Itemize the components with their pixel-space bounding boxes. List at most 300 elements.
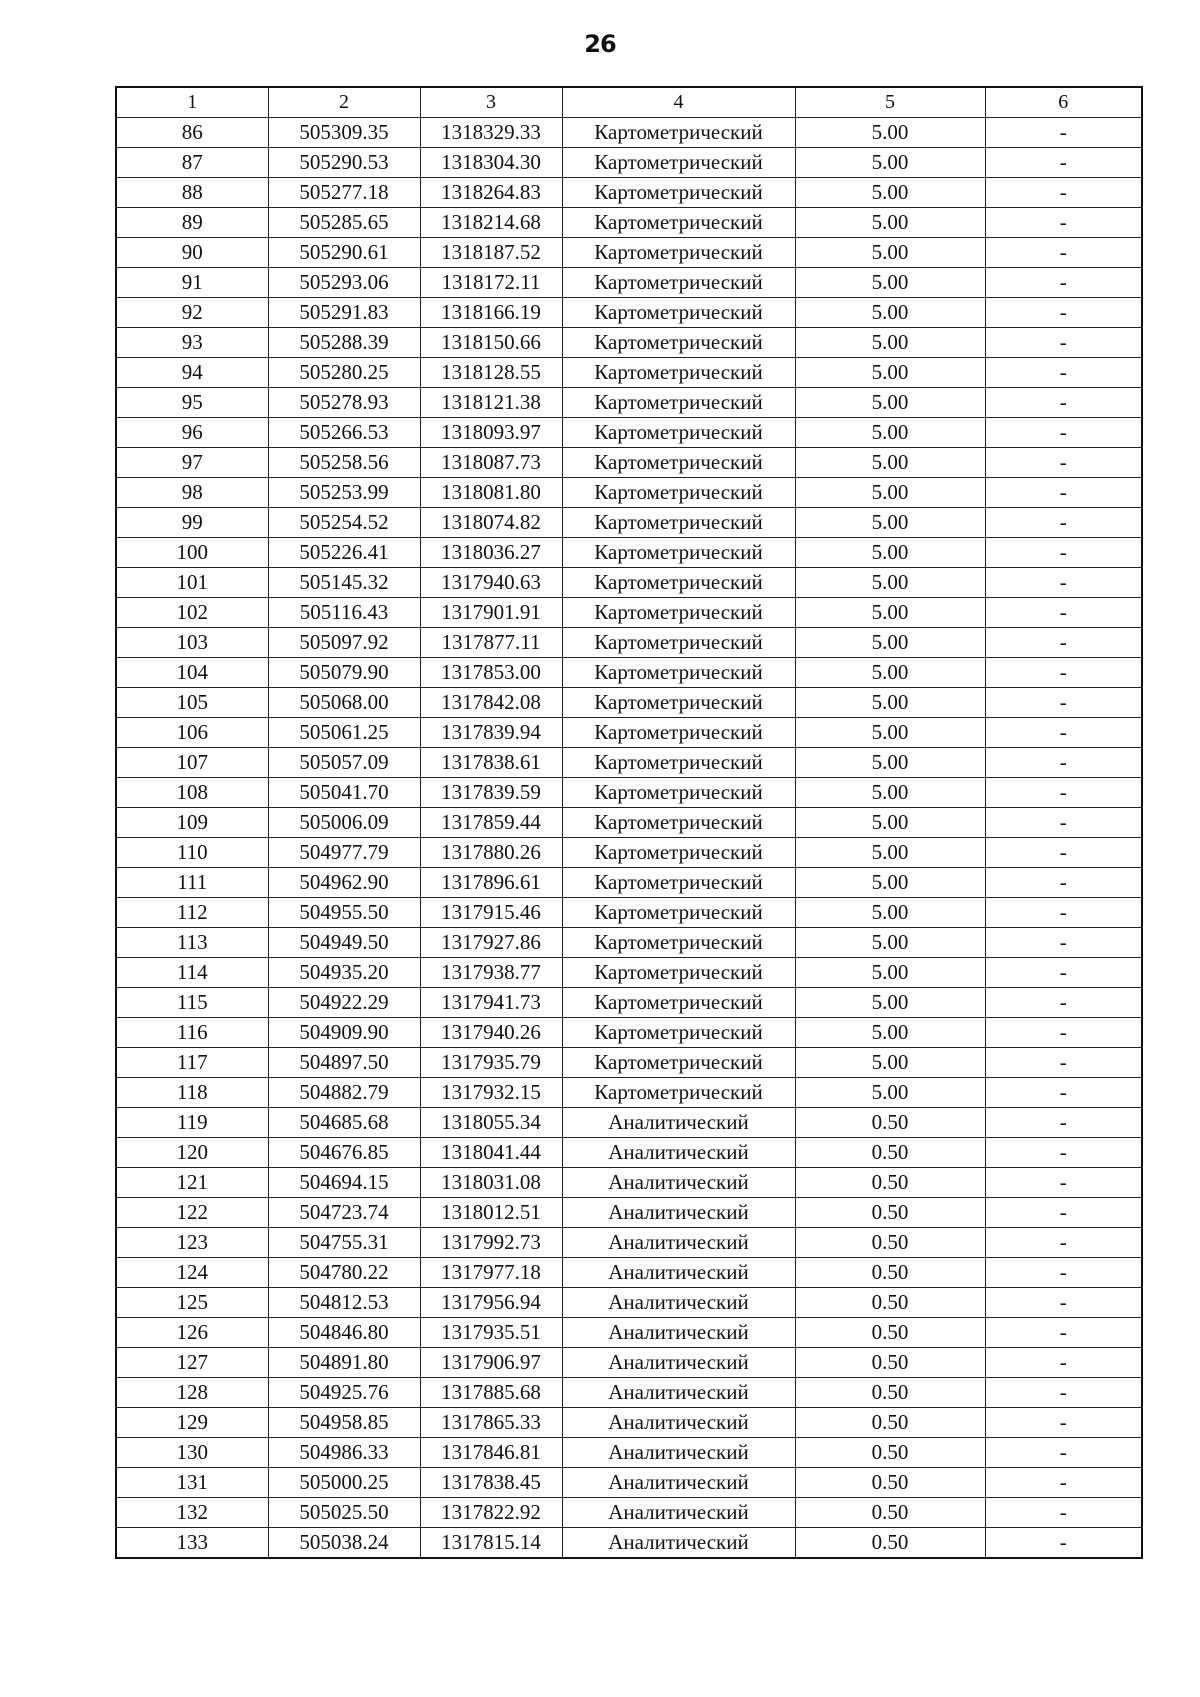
column-header: 4 bbox=[562, 87, 795, 118]
table-row bbox=[116, 718, 1142, 748]
note-cell: - bbox=[985, 1168, 1142, 1198]
method-cell: Картометрический bbox=[562, 598, 795, 628]
point-number-cell: 127 bbox=[116, 1348, 268, 1378]
note-cell: - bbox=[985, 958, 1142, 988]
x-coordinate-cell: 504882.79 bbox=[268, 1078, 420, 1108]
table-row bbox=[116, 1318, 1142, 1348]
point-number-cell: 108 bbox=[116, 778, 268, 808]
accuracy-cell: 5.00 bbox=[795, 1078, 985, 1108]
method-cell: Картометрический bbox=[562, 958, 795, 988]
point-number-cell: 86 bbox=[116, 118, 268, 148]
point-number-cell: 95 bbox=[116, 388, 268, 418]
accuracy-cell: 0.50 bbox=[795, 1438, 985, 1468]
method-cell: Картометрический bbox=[562, 328, 795, 358]
y-coordinate-cell: 1317838.61 bbox=[420, 748, 562, 778]
table-row bbox=[116, 1348, 1142, 1378]
note-cell: - bbox=[985, 358, 1142, 388]
method-cell: Аналитический bbox=[562, 1438, 795, 1468]
table-row bbox=[116, 358, 1142, 388]
note-cell: - bbox=[985, 1288, 1142, 1318]
table-row bbox=[116, 1168, 1142, 1198]
point-number-cell: 125 bbox=[116, 1288, 268, 1318]
point-number-cell: 100 bbox=[116, 538, 268, 568]
method-cell: Аналитический bbox=[562, 1318, 795, 1348]
note-cell: - bbox=[985, 988, 1142, 1018]
y-coordinate-cell: 1318093.97 bbox=[420, 418, 562, 448]
point-number-cell: 104 bbox=[116, 658, 268, 688]
note-cell: - bbox=[985, 298, 1142, 328]
table-row bbox=[116, 388, 1142, 418]
y-coordinate-cell: 1317915.46 bbox=[420, 898, 562, 928]
y-coordinate-cell: 1317885.68 bbox=[420, 1378, 562, 1408]
y-coordinate-cell: 1318172.11 bbox=[420, 268, 562, 298]
accuracy-cell: 5.00 bbox=[795, 118, 985, 148]
note-cell: - bbox=[985, 478, 1142, 508]
table-row bbox=[116, 898, 1142, 928]
y-coordinate-cell: 1318304.30 bbox=[420, 148, 562, 178]
table-row bbox=[116, 988, 1142, 1018]
y-coordinate-cell: 1317865.33 bbox=[420, 1408, 562, 1438]
y-coordinate-cell: 1317940.26 bbox=[420, 1018, 562, 1048]
method-cell: Картометрический bbox=[562, 118, 795, 148]
point-number-cell: 109 bbox=[116, 808, 268, 838]
x-coordinate-cell: 504986.33 bbox=[268, 1438, 420, 1468]
x-coordinate-cell: 505285.65 bbox=[268, 208, 420, 238]
y-coordinate-cell: 1317977.18 bbox=[420, 1258, 562, 1288]
note-cell: - bbox=[985, 1018, 1142, 1048]
table-row bbox=[116, 1438, 1142, 1468]
x-coordinate-cell: 505258.56 bbox=[268, 448, 420, 478]
accuracy-cell: 0.50 bbox=[795, 1138, 985, 1168]
point-number-cell: 110 bbox=[116, 838, 268, 868]
table-row bbox=[116, 1048, 1142, 1078]
point-number-cell: 92 bbox=[116, 298, 268, 328]
method-cell: Картометрический bbox=[562, 538, 795, 568]
accuracy-cell: 5.00 bbox=[795, 808, 985, 838]
note-cell: - bbox=[985, 778, 1142, 808]
y-coordinate-cell: 1317992.73 bbox=[420, 1228, 562, 1258]
method-cell: Картометрический bbox=[562, 808, 795, 838]
method-cell: Аналитический bbox=[562, 1378, 795, 1408]
accuracy-cell: 5.00 bbox=[795, 1018, 985, 1048]
note-cell: - bbox=[985, 598, 1142, 628]
point-number-cell: 103 bbox=[116, 628, 268, 658]
accuracy-cell: 5.00 bbox=[795, 538, 985, 568]
point-number-cell: 96 bbox=[116, 418, 268, 448]
point-number-cell: 88 bbox=[116, 178, 268, 208]
table-row bbox=[116, 148, 1142, 178]
accuracy-cell: 5.00 bbox=[795, 718, 985, 748]
y-coordinate-cell: 1317896.61 bbox=[420, 868, 562, 898]
note-cell: - bbox=[985, 328, 1142, 358]
x-coordinate-cell: 505278.93 bbox=[268, 388, 420, 418]
accuracy-cell: 5.00 bbox=[795, 928, 985, 958]
note-cell: - bbox=[985, 448, 1142, 478]
method-cell: Аналитический bbox=[562, 1168, 795, 1198]
x-coordinate-cell: 504962.90 bbox=[268, 868, 420, 898]
accuracy-cell: 5.00 bbox=[795, 1048, 985, 1078]
x-coordinate-cell: 504925.76 bbox=[268, 1378, 420, 1408]
point-number-cell: 89 bbox=[116, 208, 268, 238]
x-coordinate-cell: 504955.50 bbox=[268, 898, 420, 928]
note-cell: - bbox=[985, 1378, 1142, 1408]
point-number-cell: 113 bbox=[116, 928, 268, 958]
point-number-cell: 101 bbox=[116, 568, 268, 598]
note-cell: - bbox=[985, 1408, 1142, 1438]
point-number-cell: 107 bbox=[116, 748, 268, 778]
note-cell: - bbox=[985, 418, 1142, 448]
y-coordinate-cell: 1318055.34 bbox=[420, 1108, 562, 1138]
table-row bbox=[116, 838, 1142, 868]
y-coordinate-cell: 1317853.00 bbox=[420, 658, 562, 688]
accuracy-cell: 5.00 bbox=[795, 298, 985, 328]
x-coordinate-cell: 504676.85 bbox=[268, 1138, 420, 1168]
table-row bbox=[116, 1288, 1142, 1318]
point-number-cell: 94 bbox=[116, 358, 268, 388]
x-coordinate-cell: 505277.18 bbox=[268, 178, 420, 208]
note-cell: - bbox=[985, 748, 1142, 778]
method-cell: Картометрический bbox=[562, 868, 795, 898]
x-coordinate-cell: 505266.53 bbox=[268, 418, 420, 448]
method-cell: Картометрический bbox=[562, 298, 795, 328]
table-row bbox=[116, 1228, 1142, 1258]
method-cell: Картометрический bbox=[562, 778, 795, 808]
y-coordinate-cell: 1318012.51 bbox=[420, 1198, 562, 1228]
y-coordinate-cell: 1318150.66 bbox=[420, 328, 562, 358]
accuracy-cell: 5.00 bbox=[795, 478, 985, 508]
method-cell: Аналитический bbox=[562, 1468, 795, 1498]
table-row bbox=[116, 628, 1142, 658]
table-row bbox=[116, 1108, 1142, 1138]
x-coordinate-cell: 505293.06 bbox=[268, 268, 420, 298]
x-coordinate-cell: 504977.79 bbox=[268, 838, 420, 868]
y-coordinate-cell: 1318041.44 bbox=[420, 1138, 562, 1168]
x-coordinate-cell: 504897.50 bbox=[268, 1048, 420, 1078]
table-row bbox=[116, 1528, 1142, 1559]
y-coordinate-cell: 1318166.19 bbox=[420, 298, 562, 328]
x-coordinate-cell: 504755.31 bbox=[268, 1228, 420, 1258]
note-cell: - bbox=[985, 928, 1142, 958]
point-number-cell: 118 bbox=[116, 1078, 268, 1108]
method-cell: Картометрический bbox=[562, 508, 795, 538]
point-number-cell: 90 bbox=[116, 238, 268, 268]
method-cell: Аналитический bbox=[562, 1348, 795, 1378]
method-cell: Аналитический bbox=[562, 1198, 795, 1228]
accuracy-cell: 0.50 bbox=[795, 1528, 985, 1559]
page-number: 26 bbox=[584, 30, 616, 58]
method-cell: Картометрический bbox=[562, 628, 795, 658]
point-number-cell: 87 bbox=[116, 148, 268, 178]
method-cell: Картометрический bbox=[562, 418, 795, 448]
x-coordinate-cell: 505145.32 bbox=[268, 568, 420, 598]
note-cell: - bbox=[985, 658, 1142, 688]
method-cell: Аналитический bbox=[562, 1108, 795, 1138]
method-cell: Картометрический bbox=[562, 748, 795, 778]
x-coordinate-cell: 505290.53 bbox=[268, 148, 420, 178]
point-number-cell: 112 bbox=[116, 898, 268, 928]
table-row bbox=[116, 928, 1142, 958]
note-cell: - bbox=[985, 268, 1142, 298]
x-coordinate-cell: 505290.61 bbox=[268, 238, 420, 268]
table-row bbox=[116, 298, 1142, 328]
y-coordinate-cell: 1317956.94 bbox=[420, 1288, 562, 1318]
coordinates-table bbox=[115, 86, 1143, 1559]
point-number-cell: 131 bbox=[116, 1468, 268, 1498]
accuracy-cell: 0.50 bbox=[795, 1198, 985, 1228]
method-cell: Аналитический bbox=[562, 1138, 795, 1168]
table-row bbox=[116, 1138, 1142, 1168]
accuracy-cell: 5.00 bbox=[795, 568, 985, 598]
x-coordinate-cell: 504891.80 bbox=[268, 1348, 420, 1378]
y-coordinate-cell: 1318264.83 bbox=[420, 178, 562, 208]
x-coordinate-cell: 505041.70 bbox=[268, 778, 420, 808]
method-cell: Картометрический bbox=[562, 838, 795, 868]
table-row bbox=[116, 688, 1142, 718]
method-cell: Картометрический bbox=[562, 928, 795, 958]
method-cell: Картометрический bbox=[562, 658, 795, 688]
table-row bbox=[116, 1498, 1142, 1528]
y-coordinate-cell: 1317822.92 bbox=[420, 1498, 562, 1528]
table-header-row bbox=[116, 87, 1142, 118]
note-cell: - bbox=[985, 1498, 1142, 1528]
accuracy-cell: 5.00 bbox=[795, 898, 985, 928]
x-coordinate-cell: 505006.09 bbox=[268, 808, 420, 838]
accuracy-cell: 5.00 bbox=[795, 148, 985, 178]
x-coordinate-cell: 505253.99 bbox=[268, 478, 420, 508]
note-cell: - bbox=[985, 1078, 1142, 1108]
note-cell: - bbox=[985, 1228, 1142, 1258]
accuracy-cell: 0.50 bbox=[795, 1378, 985, 1408]
y-coordinate-cell: 1317932.15 bbox=[420, 1078, 562, 1108]
accuracy-cell: 5.00 bbox=[795, 658, 985, 688]
table-row bbox=[116, 478, 1142, 508]
x-coordinate-cell: 505057.09 bbox=[268, 748, 420, 778]
point-number-cell: 102 bbox=[116, 598, 268, 628]
y-coordinate-cell: 1317859.44 bbox=[420, 808, 562, 838]
accuracy-cell: 0.50 bbox=[795, 1498, 985, 1528]
y-coordinate-cell: 1318214.68 bbox=[420, 208, 562, 238]
y-coordinate-cell: 1317938.77 bbox=[420, 958, 562, 988]
point-number-cell: 117 bbox=[116, 1048, 268, 1078]
point-number-cell: 115 bbox=[116, 988, 268, 1018]
y-coordinate-cell: 1318329.33 bbox=[420, 118, 562, 148]
accuracy-cell: 5.00 bbox=[795, 238, 985, 268]
note-cell: - bbox=[985, 868, 1142, 898]
x-coordinate-cell: 504922.29 bbox=[268, 988, 420, 1018]
table-row bbox=[116, 1078, 1142, 1108]
table-row bbox=[116, 598, 1142, 628]
point-number-cell: 123 bbox=[116, 1228, 268, 1258]
table-row bbox=[116, 658, 1142, 688]
accuracy-cell: 5.00 bbox=[795, 598, 985, 628]
point-number-cell: 122 bbox=[116, 1198, 268, 1228]
y-coordinate-cell: 1317839.94 bbox=[420, 718, 562, 748]
table-row bbox=[116, 1408, 1142, 1438]
note-cell: - bbox=[985, 808, 1142, 838]
x-coordinate-cell: 505116.43 bbox=[268, 598, 420, 628]
method-cell: Аналитический bbox=[562, 1228, 795, 1258]
x-coordinate-cell: 505291.83 bbox=[268, 298, 420, 328]
point-number-cell: 116 bbox=[116, 1018, 268, 1048]
point-number-cell: 120 bbox=[116, 1138, 268, 1168]
table-row bbox=[116, 778, 1142, 808]
table-row bbox=[116, 1378, 1142, 1408]
x-coordinate-cell: 505288.39 bbox=[268, 328, 420, 358]
note-cell: - bbox=[985, 718, 1142, 748]
table-row bbox=[116, 118, 1142, 148]
point-number-cell: 132 bbox=[116, 1498, 268, 1528]
y-coordinate-cell: 1318087.73 bbox=[420, 448, 562, 478]
point-number-cell: 119 bbox=[116, 1108, 268, 1138]
table-row bbox=[116, 1258, 1142, 1288]
accuracy-cell: 0.50 bbox=[795, 1168, 985, 1198]
method-cell: Картометрический bbox=[562, 268, 795, 298]
x-coordinate-cell: 505254.52 bbox=[268, 508, 420, 538]
note-cell: - bbox=[985, 568, 1142, 598]
y-coordinate-cell: 1317927.86 bbox=[420, 928, 562, 958]
note-cell: - bbox=[985, 1198, 1142, 1228]
y-coordinate-cell: 1317838.45 bbox=[420, 1468, 562, 1498]
accuracy-cell: 5.00 bbox=[795, 748, 985, 778]
method-cell: Картометрический bbox=[562, 238, 795, 268]
point-number-cell: 124 bbox=[116, 1258, 268, 1288]
x-coordinate-cell: 504694.15 bbox=[268, 1168, 420, 1198]
accuracy-cell: 0.50 bbox=[795, 1468, 985, 1498]
accuracy-cell: 5.00 bbox=[795, 988, 985, 1018]
accuracy-cell: 5.00 bbox=[795, 688, 985, 718]
y-coordinate-cell: 1318074.82 bbox=[420, 508, 562, 538]
x-coordinate-cell: 504685.68 bbox=[268, 1108, 420, 1138]
y-coordinate-cell: 1318081.80 bbox=[420, 478, 562, 508]
table-body bbox=[116, 118, 1142, 1559]
y-coordinate-cell: 1317839.59 bbox=[420, 778, 562, 808]
point-number-cell: 126 bbox=[116, 1318, 268, 1348]
accuracy-cell: 5.00 bbox=[795, 448, 985, 478]
y-coordinate-cell: 1317842.08 bbox=[420, 688, 562, 718]
note-cell: - bbox=[985, 688, 1142, 718]
point-number-cell: 130 bbox=[116, 1438, 268, 1468]
method-cell: Аналитический bbox=[562, 1258, 795, 1288]
accuracy-cell: 5.00 bbox=[795, 328, 985, 358]
table-row bbox=[116, 328, 1142, 358]
accuracy-cell: 5.00 bbox=[795, 868, 985, 898]
note-cell: - bbox=[985, 1528, 1142, 1559]
y-coordinate-cell: 1317880.26 bbox=[420, 838, 562, 868]
note-cell: - bbox=[985, 1258, 1142, 1288]
table-row bbox=[116, 1198, 1142, 1228]
y-coordinate-cell: 1317935.79 bbox=[420, 1048, 562, 1078]
y-coordinate-cell: 1317940.63 bbox=[420, 568, 562, 598]
note-cell: - bbox=[985, 838, 1142, 868]
column-header: 3 bbox=[420, 87, 562, 118]
x-coordinate-cell: 505038.24 bbox=[268, 1528, 420, 1559]
x-coordinate-cell: 504909.90 bbox=[268, 1018, 420, 1048]
method-cell: Аналитический bbox=[562, 1408, 795, 1438]
table-row bbox=[116, 208, 1142, 238]
point-number-cell: 106 bbox=[116, 718, 268, 748]
point-number-cell: 128 bbox=[116, 1378, 268, 1408]
note-cell: - bbox=[985, 1318, 1142, 1348]
accuracy-cell: 0.50 bbox=[795, 1318, 985, 1348]
x-coordinate-cell: 505309.35 bbox=[268, 118, 420, 148]
method-cell: Картометрический bbox=[562, 1048, 795, 1078]
point-number-cell: 133 bbox=[116, 1528, 268, 1559]
note-cell: - bbox=[985, 148, 1142, 178]
column-header: 1 bbox=[116, 87, 268, 118]
point-number-cell: 98 bbox=[116, 478, 268, 508]
table-row bbox=[116, 868, 1142, 898]
accuracy-cell: 0.50 bbox=[795, 1288, 985, 1318]
method-cell: Аналитический bbox=[562, 1288, 795, 1318]
point-number-cell: 129 bbox=[116, 1408, 268, 1438]
y-coordinate-cell: 1317877.11 bbox=[420, 628, 562, 658]
point-number-cell: 97 bbox=[116, 448, 268, 478]
accuracy-cell: 5.00 bbox=[795, 178, 985, 208]
method-cell: Картометрический bbox=[562, 1018, 795, 1048]
y-coordinate-cell: 1317815.14 bbox=[420, 1528, 562, 1559]
note-cell: - bbox=[985, 1048, 1142, 1078]
note-cell: - bbox=[985, 538, 1142, 568]
note-cell: - bbox=[985, 898, 1142, 928]
note-cell: - bbox=[985, 1348, 1142, 1378]
table-row bbox=[116, 808, 1142, 838]
x-coordinate-cell: 504723.74 bbox=[268, 1198, 420, 1228]
point-number-cell: 99 bbox=[116, 508, 268, 538]
note-cell: - bbox=[985, 118, 1142, 148]
y-coordinate-cell: 1318031.08 bbox=[420, 1168, 562, 1198]
method-cell: Аналитический bbox=[562, 1498, 795, 1528]
accuracy-cell: 0.50 bbox=[795, 1108, 985, 1138]
accuracy-cell: 0.50 bbox=[795, 1258, 985, 1288]
table-row bbox=[116, 958, 1142, 988]
method-cell: Картометрический bbox=[562, 448, 795, 478]
accuracy-cell: 0.50 bbox=[795, 1228, 985, 1258]
x-coordinate-cell: 504846.80 bbox=[268, 1318, 420, 1348]
note-cell: - bbox=[985, 1468, 1142, 1498]
x-coordinate-cell: 504958.85 bbox=[268, 1408, 420, 1438]
x-coordinate-cell: 505079.90 bbox=[268, 658, 420, 688]
accuracy-cell: 5.00 bbox=[795, 628, 985, 658]
method-cell: Картометрический bbox=[562, 898, 795, 928]
column-header: 2 bbox=[268, 87, 420, 118]
table-row bbox=[116, 238, 1142, 268]
note-cell: - bbox=[985, 208, 1142, 238]
note-cell: - bbox=[985, 508, 1142, 538]
note-cell: - bbox=[985, 1108, 1142, 1138]
column-header: 5 bbox=[795, 87, 985, 118]
x-coordinate-cell: 505000.25 bbox=[268, 1468, 420, 1498]
accuracy-cell: 5.00 bbox=[795, 838, 985, 868]
point-number-cell: 105 bbox=[116, 688, 268, 718]
y-coordinate-cell: 1317906.97 bbox=[420, 1348, 562, 1378]
y-coordinate-cell: 1318187.52 bbox=[420, 238, 562, 268]
point-number-cell: 114 bbox=[116, 958, 268, 988]
table-row bbox=[116, 568, 1142, 598]
method-cell: Картометрический bbox=[562, 358, 795, 388]
note-cell: - bbox=[985, 1438, 1142, 1468]
table-row bbox=[116, 1018, 1142, 1048]
method-cell: Картометрический bbox=[562, 478, 795, 508]
method-cell: Картометрический bbox=[562, 988, 795, 1018]
table-row bbox=[116, 418, 1142, 448]
accuracy-cell: 5.00 bbox=[795, 388, 985, 418]
x-coordinate-cell: 505280.25 bbox=[268, 358, 420, 388]
table-row bbox=[116, 538, 1142, 568]
table-row bbox=[116, 748, 1142, 778]
accuracy-cell: 5.00 bbox=[795, 508, 985, 538]
accuracy-cell: 5.00 bbox=[795, 358, 985, 388]
method-cell: Картометрический bbox=[562, 1078, 795, 1108]
